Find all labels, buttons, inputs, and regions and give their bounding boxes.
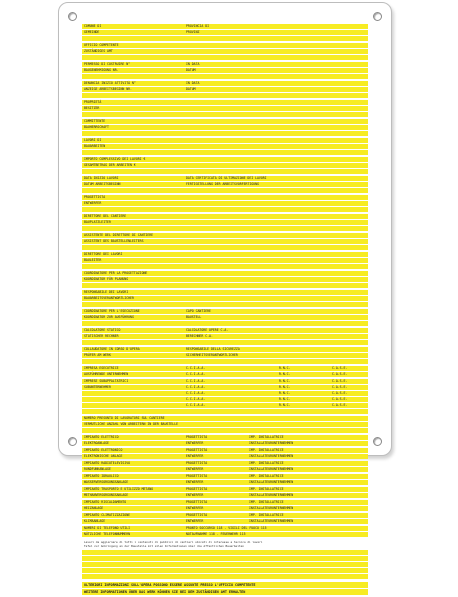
form-section <box>82 252 368 269</box>
field-label-secondary: ENTWERFER <box>186 519 204 523</box>
field-label-secondary: PROVINZ <box>186 30 200 34</box>
form-line <box>82 461 368 466</box>
field-label-secondary: PRONTO SOCCORSO 118 - VIGILI DEL FUOCO 115 <box>186 526 267 530</box>
form-line <box>82 239 368 244</box>
form-line <box>82 353 368 358</box>
registration-code: R.N.C. <box>279 403 291 407</box>
form-line <box>82 233 368 238</box>
blank-fill-line <box>82 74 368 79</box>
note-text: Lavori da aggiornare di tutti i contenuti di pubblici di cantieri ubicati di interesse a tecnico di lavori <box>82 540 368 544</box>
form-line <box>82 513 368 518</box>
form-section <box>82 435 368 446</box>
form-line <box>82 366 368 371</box>
field-label-secondary: C.C.I.A.A. <box>186 385 206 389</box>
form-line <box>82 195 368 200</box>
field-label-secondary: RESPONSABILE DELLA SICUREZZA <box>186 347 240 351</box>
field-label: IMPIANTO RADIOTELEVISIVO <box>84 461 131 465</box>
form-section <box>82 448 368 459</box>
registration-code: R.N.C. <box>279 397 291 401</box>
form-section <box>82 195 368 212</box>
form-line <box>82 328 368 333</box>
field-label: COORDINATORE PER LA PROGETTAZIONE <box>84 271 148 275</box>
field-label-secondary: IN DATA <box>186 81 200 85</box>
field-label: ASSISTENT DES BAUSTELLENLEITERS <box>84 239 144 243</box>
form-line <box>82 271 368 276</box>
field-label-secondary: PROGETTISTA <box>186 487 208 491</box>
blank-fill-line <box>82 188 368 193</box>
field-label: KOORDINATOR FÜR PLANUNG <box>84 277 129 281</box>
blank-fill-line <box>82 562 368 567</box>
form-line <box>82 474 368 479</box>
field-label: PRÜFER AM WERK <box>84 353 111 357</box>
form-section <box>82 487 368 498</box>
form-section <box>82 43 368 60</box>
field-label: RESPONSABILE DEI LAVORI <box>84 290 129 294</box>
field-label: ELEKTROANLAGE <box>84 441 109 445</box>
field-label-secondary: C.C.I.A.A. <box>186 379 206 383</box>
blank-fill-line <box>82 409 368 414</box>
field-label-secondary: DATUM <box>186 68 196 72</box>
field-label: IMPRESE SUBAPPALTATRICI <box>84 379 129 383</box>
registration-code: C.A.S.E. <box>332 397 348 401</box>
field-label-tertiary: INSTALLATEURUNTERNEHMEN <box>249 493 294 497</box>
form-line <box>82 252 368 257</box>
field-label: BESITZER <box>84 106 100 110</box>
field-label: BAUPLATZLEITER <box>84 220 111 224</box>
field-label: STATISCHER RECHNER <box>84 334 119 338</box>
field-label-secondary: FERTIGSTELLUNG DER ARBEITSVORFERTIGUNG <box>186 182 259 186</box>
field-label-secondary: PROGETTISTA <box>186 474 208 478</box>
blank-fill-line <box>82 321 368 326</box>
field-label: ASSISTENTE DEL DIRETTORE DI CANTIERE <box>84 233 154 237</box>
field-label-secondary: IN DATA <box>186 62 200 66</box>
form-line <box>82 214 368 219</box>
form-line <box>82 334 368 339</box>
registration-code: C.A.S.E. <box>332 385 348 389</box>
field-label: WASSERVERSORGUNGSANLAGE <box>84 480 129 484</box>
form-line <box>82 397 368 402</box>
form-line <box>82 385 368 390</box>
field-label: METHANVERSORGUNGSANLAGE <box>84 493 129 497</box>
form-section <box>82 233 368 250</box>
form-line <box>82 163 368 168</box>
form-line <box>82 100 368 105</box>
form-line <box>82 176 368 181</box>
form-line <box>82 309 368 314</box>
form-line <box>82 119 368 124</box>
field-label-secondary: PROGETTISTA <box>186 513 208 517</box>
blank-fill-line <box>82 112 368 117</box>
form-line <box>82 480 368 485</box>
field-label-tertiary: INSTALLATEURUNTERNEHMEN <box>249 480 294 484</box>
field-label: DIRETTORE DEL CANTIERE <box>84 214 127 218</box>
footer-line <box>82 582 368 588</box>
field-label-secondary: C.C.I.A.A. <box>186 391 206 395</box>
registration-code: C.A.S.E. <box>332 366 348 370</box>
form-line <box>82 493 368 498</box>
blank-fill-line <box>82 283 368 288</box>
field-label: COLLAUDATORE IN CORSO D'OPERA <box>84 347 140 351</box>
field-label: UFFICIO COMPETENTE <box>84 43 119 47</box>
field-label: IMPIANTO TRASPORTO E UTILIZZO METANO <box>84 487 154 491</box>
field-label: BAUARBEITEN <box>84 144 106 148</box>
field-label: ZUSTÄNDIGES AMT <box>84 49 113 53</box>
field-label-secondary: NOTAUFNAHME 118 - FEUERWEHR 115 <box>186 532 246 536</box>
registration-code: R.N.C. <box>279 391 291 395</box>
field-label: COORDINATORE PER L'ESECUZIONE <box>84 309 140 313</box>
registration-code: C.A.S.E. <box>332 372 348 376</box>
form-line <box>82 435 368 440</box>
field-label: NUMERO PRESUNTO DI LAVORATORI SUL CANTIERE <box>84 416 165 420</box>
field-label-tertiary: IMP. INSTALLATRICE <box>249 474 284 478</box>
field-label: BAUGENEHMIGUNG NR. <box>84 68 119 72</box>
form-line <box>82 391 368 396</box>
mounting-hole-top-right <box>373 12 382 21</box>
form-section <box>82 366 368 377</box>
field-label: HEIZANLAGE <box>84 506 104 510</box>
form-line <box>82 49 368 54</box>
blank-fill-line <box>82 556 368 561</box>
field-label-secondary: PROVINCIA DI <box>186 24 210 28</box>
field-label-secondary: PROGETTISTA <box>186 435 208 439</box>
form-line <box>82 403 368 408</box>
mounting-hole-top-left <box>68 12 77 21</box>
field-label-tertiary: IMP. INSTALLATRICE <box>249 513 284 517</box>
field-label-secondary: C.C.I.A.A. <box>186 397 206 401</box>
field-label: KOORDINATOR ZUR AUSFÜHRUNG <box>84 315 134 319</box>
field-label: VERMUTLICHE ANZAHL VON ARBEITERN IN DER BAUSTELLE <box>84 422 179 426</box>
blank-fill-line <box>82 207 368 212</box>
notes-block <box>82 540 368 548</box>
form-line <box>82 43 368 48</box>
field-label: KLIMAANLAGE <box>84 519 106 523</box>
field-label: BAULEITER <box>84 258 102 262</box>
field-label-secondary: C.C.I.A.A. <box>186 372 206 376</box>
form-section <box>82 119 368 136</box>
field-label-secondary: C.C.I.A.A. <box>186 366 206 370</box>
form-line <box>82 138 368 143</box>
form-line <box>82 487 368 492</box>
form-line <box>82 125 368 130</box>
form-line <box>82 506 368 511</box>
form-section <box>82 461 368 472</box>
field-label: SUBUNTERNEHMER <box>84 385 111 389</box>
form-line <box>82 62 368 67</box>
form-line <box>82 500 368 505</box>
field-label: GEMEINDE <box>84 30 100 34</box>
form-line <box>82 201 368 206</box>
field-label-secondary: ENTWERFER <box>186 480 204 484</box>
field-label: COMUNE DI <box>84 24 102 28</box>
field-label: BAUHERRSCHAFT <box>84 125 109 129</box>
form-line <box>82 24 368 29</box>
form-line <box>82 182 368 187</box>
construction-site-sign <box>58 2 392 594</box>
form-line <box>82 379 368 384</box>
footer-text: ULTERIORI INFORMAZIONI SULL'OPERA POSSONO ESSERE ASSUNTE PRESSO L'UFFICIO COMPETENTE <box>84 583 256 587</box>
field-label-secondary: DATA CERTIFICATA DI ULTIMAZIONE DEI LAVORI <box>186 176 267 180</box>
field-label: NÜTZLICHE TELEFONNUMMERN <box>84 532 131 536</box>
field-label: IMPIANTO CLIMATIZZAZIONE <box>84 513 131 517</box>
field-label-secondary: C.C.I.A.A. <box>186 403 206 407</box>
blank-fill-line <box>82 150 368 155</box>
form-section <box>82 81 368 98</box>
mounting-hole-bottom-right <box>373 437 382 446</box>
form-line <box>82 454 368 459</box>
field-label: CALCOLATORE STATICO <box>84 328 121 332</box>
form-line <box>82 526 368 531</box>
blank-fill-line <box>82 428 368 433</box>
field-label-secondary: CALCOLATORE OPERE C.A. <box>186 328 229 332</box>
field-label: DENUNCIA INIZIO ATTIVITÀ N° <box>84 81 136 85</box>
form-section <box>82 138 368 155</box>
form-section <box>82 513 368 524</box>
field-label-secondary: CAPO CANTIERE <box>186 309 211 313</box>
blank-lines-block <box>82 550 368 579</box>
field-label-secondary: ENTWERFER <box>186 493 204 497</box>
registration-code: R.N.C. <box>279 372 291 376</box>
blank-fill-line <box>82 550 368 555</box>
form-line <box>82 347 368 352</box>
field-label: DATA INIZIO LAVORI <box>84 176 119 180</box>
form-line <box>82 290 368 295</box>
footer-line <box>82 589 368 595</box>
field-label-secondary: PROGETTISTA <box>186 461 208 465</box>
form-line <box>82 144 368 149</box>
form-line <box>82 106 368 111</box>
form-line <box>82 87 368 92</box>
form-section <box>82 309 368 326</box>
field-label-secondary: DATUM <box>186 87 196 91</box>
field-label-tertiary: IMP. INSTALLATRICE <box>249 487 284 491</box>
field-label: ELEKTRONISCHE ANLAGE <box>84 454 123 458</box>
form-line <box>82 81 368 86</box>
form-section <box>82 176 368 193</box>
form-section <box>82 24 368 41</box>
form-line <box>82 467 368 472</box>
field-label-tertiary: INSTALLATEURUNTERNEHMEN <box>249 519 294 523</box>
form-line <box>82 277 368 282</box>
sign-form <box>82 24 368 597</box>
form-section <box>82 500 368 511</box>
blank-fill-line <box>82 340 368 345</box>
field-label: AUSFÜHRENDE UNTERNEHMEN <box>84 372 129 376</box>
field-label: IMPORTO COMPLESSIVO DEI LAVORI € <box>84 157 146 161</box>
form-section <box>82 157 368 174</box>
form-line <box>82 315 368 320</box>
blank-fill-line <box>82 226 368 231</box>
form-section <box>82 290 368 307</box>
registration-code: C.A.S.E. <box>332 379 348 383</box>
registration-code: R.N.C. <box>279 379 291 383</box>
form-section <box>82 526 368 537</box>
field-label-secondary: PROGETTISTA <box>186 448 208 452</box>
field-label-tertiary: IMP. INSTALLATRICE <box>249 448 284 452</box>
field-label-secondary: ENTWERFER <box>186 441 204 445</box>
footer-text: WEITERE INFORMATIONEN ÜBER DAS WERK KÖNNEN SIE BEI DEM ZUSTÄNDIGEN AMT ERHALTEN <box>84 590 246 594</box>
field-label-tertiary: INSTALLATEURUNTERNEHMEN <box>249 467 294 471</box>
form-section <box>82 214 368 231</box>
form-section <box>82 347 368 364</box>
field-label: DIRETTORE DEI LAVORI <box>84 252 123 256</box>
blank-fill-line <box>82 55 368 60</box>
field-label: IMPIANTO IDRAULICO <box>84 474 119 478</box>
form-line <box>82 416 368 421</box>
form-section <box>82 100 368 117</box>
field-label-tertiary: INSTALLATEURUNTERNEHMEN <box>249 506 294 510</box>
blank-fill-line <box>82 245 368 250</box>
note-text: Tafel zur Anbringung an der Baustelle mit allen Informationen über die öffentlichen Bauarbeiten <box>82 544 368 548</box>
form-line <box>82 157 368 162</box>
field-label: PROPRIETÀ <box>84 100 102 104</box>
blank-fill-line <box>82 574 368 579</box>
field-label: BAUARBEITSVERANTWORTLICHER <box>84 296 134 300</box>
field-label-secondary: ENTWERFER <box>186 467 204 471</box>
blank-fill-line <box>82 93 368 98</box>
form-line <box>82 448 368 453</box>
field-label: IMPIANTO RISCALDAMENTO <box>84 500 127 504</box>
field-label: IMPRESA ESECUTRICE <box>84 366 119 370</box>
form-line <box>82 258 368 263</box>
blank-fill-line <box>82 302 368 307</box>
registration-code: C.A.S.E. <box>332 403 348 407</box>
form-line <box>82 220 368 225</box>
form-section <box>82 379 368 414</box>
blank-fill-line <box>82 359 368 364</box>
field-label: NUMERI DI TELEFONO UTILI <box>84 526 131 530</box>
blank-fill-line <box>82 169 368 174</box>
form-line <box>82 372 368 377</box>
form-section <box>82 474 368 485</box>
field-label-secondary: SICHERHEITSVERANTWORTLICHER <box>186 353 238 357</box>
form-line <box>82 422 368 427</box>
field-label-secondary: BAUSTELL <box>186 315 202 319</box>
field-label-tertiary: IMP. INSTALLATRICE <box>249 435 284 439</box>
registration-code: R.N.C. <box>279 385 291 389</box>
field-label: GESAMTBETRAG DER ARBEITEN € <box>84 163 136 167</box>
form-section <box>82 271 368 288</box>
field-label-secondary: PROGETTISTA <box>186 500 208 504</box>
form-line <box>82 532 368 537</box>
field-label-tertiary: INSTALLATEURUNTERNEHMEN <box>249 441 294 445</box>
field-label: ENTWERFER <box>84 201 102 205</box>
form-line <box>82 296 368 301</box>
field-label-tertiary: IMP. INSTALLATRICE <box>249 461 284 465</box>
field-label: DATUM ARBEITSBEGINN <box>84 182 121 186</box>
registration-code: R.N.C. <box>279 366 291 370</box>
form-section <box>82 62 368 79</box>
field-label-secondary: BERECHNER C.A. <box>186 334 213 338</box>
blank-fill-line <box>82 264 368 269</box>
field-label: LAVORI DI <box>84 138 102 142</box>
field-label: PERMESSO DI COSTRUIRE N° <box>84 62 131 66</box>
registration-code: C.A.S.E. <box>332 391 348 395</box>
field-label: PROGETTISTA <box>84 195 106 199</box>
blank-fill-line <box>82 568 368 573</box>
form-section <box>82 328 368 345</box>
form-line <box>82 68 368 73</box>
field-label-tertiary: IMP. INSTALLATRICE <box>249 500 284 504</box>
form-section <box>82 416 368 433</box>
field-label: COMMITTENTE <box>84 119 106 123</box>
field-label: IMPIANTO ELETTRICO <box>84 435 119 439</box>
blank-fill-line <box>82 131 368 136</box>
field-label-secondary: ENTWERFER <box>186 454 204 458</box>
field-label-tertiary: INSTALLATEURUNTERNEHMEN <box>249 454 294 458</box>
form-line <box>82 519 368 524</box>
field-label: ANZEIGE ARBEITSBEGINN NR. <box>84 87 132 91</box>
form-line <box>82 30 368 35</box>
footer-block <box>82 582 368 595</box>
mounting-hole-bottom-left <box>68 437 77 446</box>
blank-fill-line <box>82 36 368 41</box>
field-label: RUNDFUNKANLAGE <box>84 467 111 471</box>
field-label: IMPIANTO ELETTRONICO <box>84 448 123 452</box>
field-label-secondary: ENTWERFER <box>186 506 204 510</box>
form-line <box>82 441 368 446</box>
